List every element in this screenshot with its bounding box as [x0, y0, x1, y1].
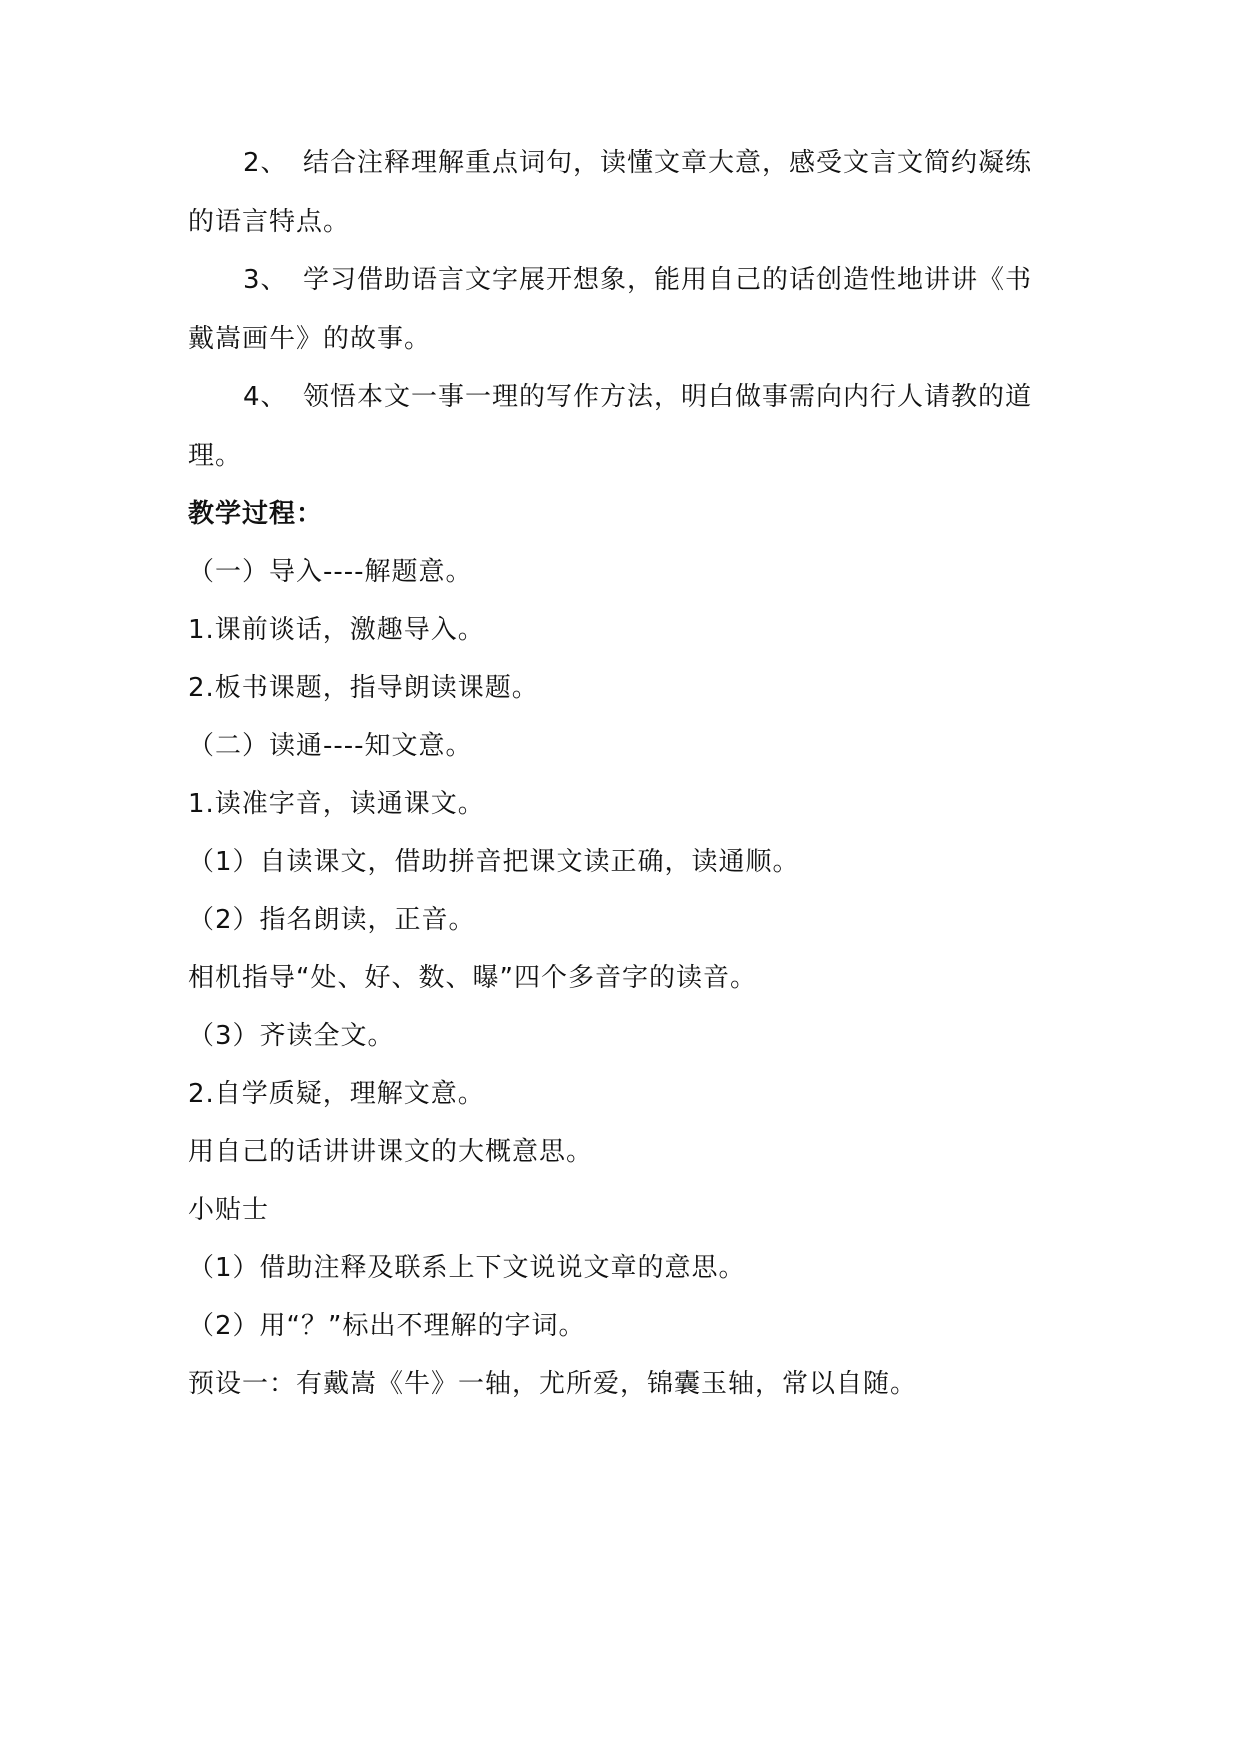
objective-3-line-1	[243, 263, 1032, 297]
process-line: 1.课前谈话，激趣导入。	[188, 615, 485, 645]
objective-number: 3、	[243, 265, 288, 295]
objective-4-line-1	[243, 380, 1032, 414]
process-line: （二）读通----知文意。	[188, 731, 473, 761]
objective-4-line-2: 理。	[188, 441, 243, 471]
objective-text: 结合注释理解重点词句，读懂文章大意，感受文言文简约凝练	[303, 148, 1033, 178]
process-line: 相机指导“处、好、数、曝”四个多音字的读音。	[188, 963, 757, 993]
objective-3-line-2: 戴嵩画牛》的故事。	[188, 324, 432, 354]
process-line: （2）用“？”标出不理解的字词。	[188, 1311, 586, 1341]
process-line: （1）自读课文，借助拼音把课文读正确，读通顺。	[188, 847, 800, 877]
objective-text: 学习借助语言文字展开想象，能用自己的话创造性地讲讲《书	[303, 265, 1033, 295]
section-heading: 教学过程：	[188, 499, 324, 529]
objective-number: 2、	[243, 148, 288, 178]
objective-number: 4、	[243, 382, 288, 412]
process-line: 小贴士	[188, 1195, 270, 1225]
process-line: 2.自学质疑，理解文意。	[188, 1079, 485, 1109]
process-line: （2）指名朗读，正音。	[188, 905, 476, 935]
objective-2-line-2: 的语言特点。	[188, 207, 351, 237]
objective-2-line-1	[243, 146, 1032, 180]
process-line: （3）齐读全文。	[188, 1021, 395, 1051]
process-line: （一）导入----解题意。	[188, 557, 473, 587]
objective-text: 领悟本文一事一理的写作方法，明白做事需向内行人请教的道	[303, 382, 1033, 412]
process-line: 2.板书课题，指导朗读课题。	[188, 673, 539, 703]
process-line: 预设一：有戴嵩《牛》一轴，尤所爱，锦囊玉轴，常以自随。	[188, 1369, 918, 1399]
process-line: 1.读准字音，读通课文。	[188, 789, 485, 819]
process-line: （1）借助注释及联系上下文说说文章的意思。	[188, 1253, 746, 1283]
process-line: 用自己的话讲讲课文的大概意思。	[188, 1137, 594, 1167]
